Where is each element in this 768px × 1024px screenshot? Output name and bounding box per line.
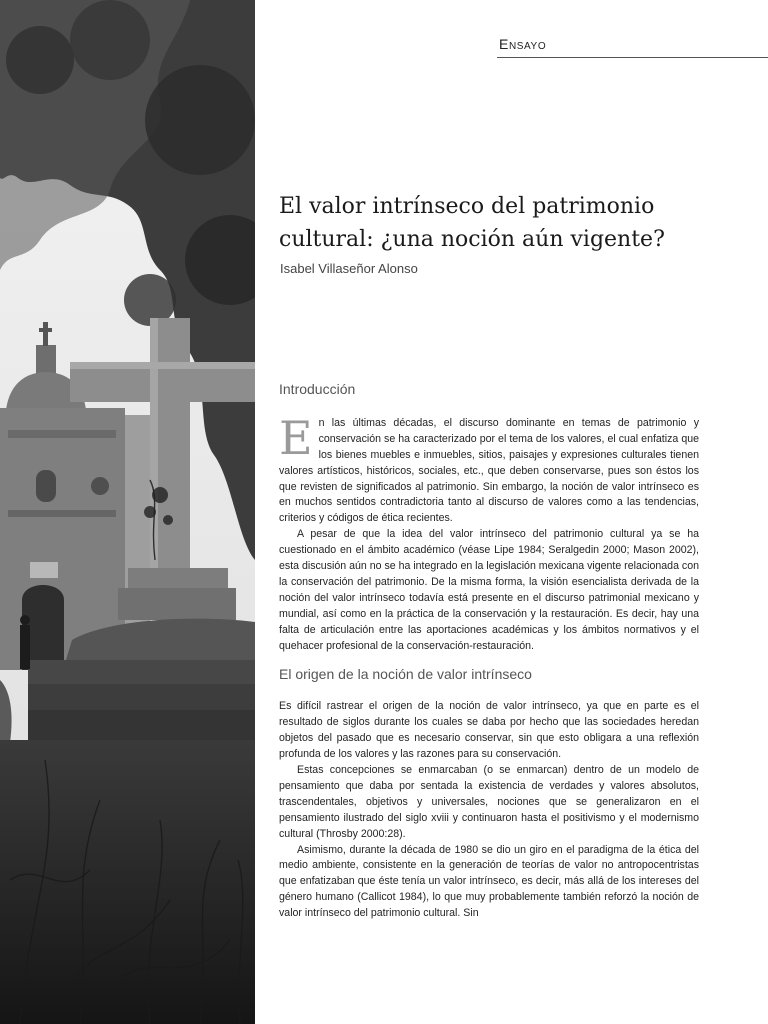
paragraph: A pesar de que la idea del valor intrínseco del patrimonio cultural ya se ha cuestionado en el ámbito académico (véase Lipe 1984; Seralgedin 2000; Mason 2002), esta discusión aún no se ha integrado en la legislación mexicana vigente relacionada con la conservación del patrimonio. De la misma forma, la visión esencialista derivada de la noción del valor intrínseco todavía está presente en el discurso patrimonial mexicano y mundial, así como en la práctica de la conservación y la restauración. Es decir, hay una falta de articulación entre las aportaciones académicas y los ámbitos normativos y el quehacer profesional de la conservación-restauración. <box>279 528 699 652</box>
section-heading-introduccion: Introducción <box>279 381 356 397</box>
paragraph: Estas concepciones se enmarcaban (o se enmarcan) dentro de un modelo de pensamiento que daba por sentada la existencia de verdades y valores absolutos, trascendentales, objetivos y universales, nociones que se generalizaron en el pensamiento ilustrado del siglo xviii y continuaron hasta el positivismo y el modernismo cultural (Throsby 2000:28). <box>279 764 699 840</box>
article-title: El valor intrínseco del patrimonio cultural: ¿una noción aún vigente? <box>279 194 665 252</box>
church-cross-photo <box>0 0 255 1024</box>
drop-cap: E <box>279 410 313 465</box>
paragraph: En las últimas décadas, el discurso dominante en temas de patrimonio y conservación se ha caracterizado por el tema de los valores, el cual enfatiza que los bienes muebles e inmuebles, sitios, paisajes y expresiones culturales tienen valores artísticos, históricos, sociales, etc., que deben conservarse, pues son éstos los que revisten de significados al patrimonio. Sin embargo, la noción de valor intrínseco es en muchos sentidos contradictoria tanto al discurso de valores como a las tendencias, criterios y códigos de ética recientes. <box>279 410 699 525</box>
header-rule <box>497 57 768 58</box>
section-label: Ensayo <box>499 36 547 52</box>
article-body <box>279 382 699 922</box>
section-heading-origen: El origen de la noción de valor intrínseco <box>279 665 532 682</box>
paragraph: Es difícil rastrear el origen de la noción de valor intrínseco, ya que en parte es el resultado de siglos durante los cuales se daba por hecho que las sociedades heredan objetos del pasado que es necesario conservar, sin que esto obligara a una reflexión profunda de los valores y las razones para su conservación. <box>279 700 699 761</box>
paragraph: Asimismo, durante la década de 1980 se dio un giro en el paradigma de la ética del medio ambiente, consistente en la generación de teorías de valor no antropocentristas que enfatizaban que éste tenía un valor intrínseco, es decir, más allá de los intereses del género humano (Callicot 1984), lo que muy probablemente también reforzó la noción de valor intrínseco del patrimonio cultural. Sin <box>279 843 699 920</box>
article-author: Isabel Villaseñor Alonso <box>280 261 418 276</box>
